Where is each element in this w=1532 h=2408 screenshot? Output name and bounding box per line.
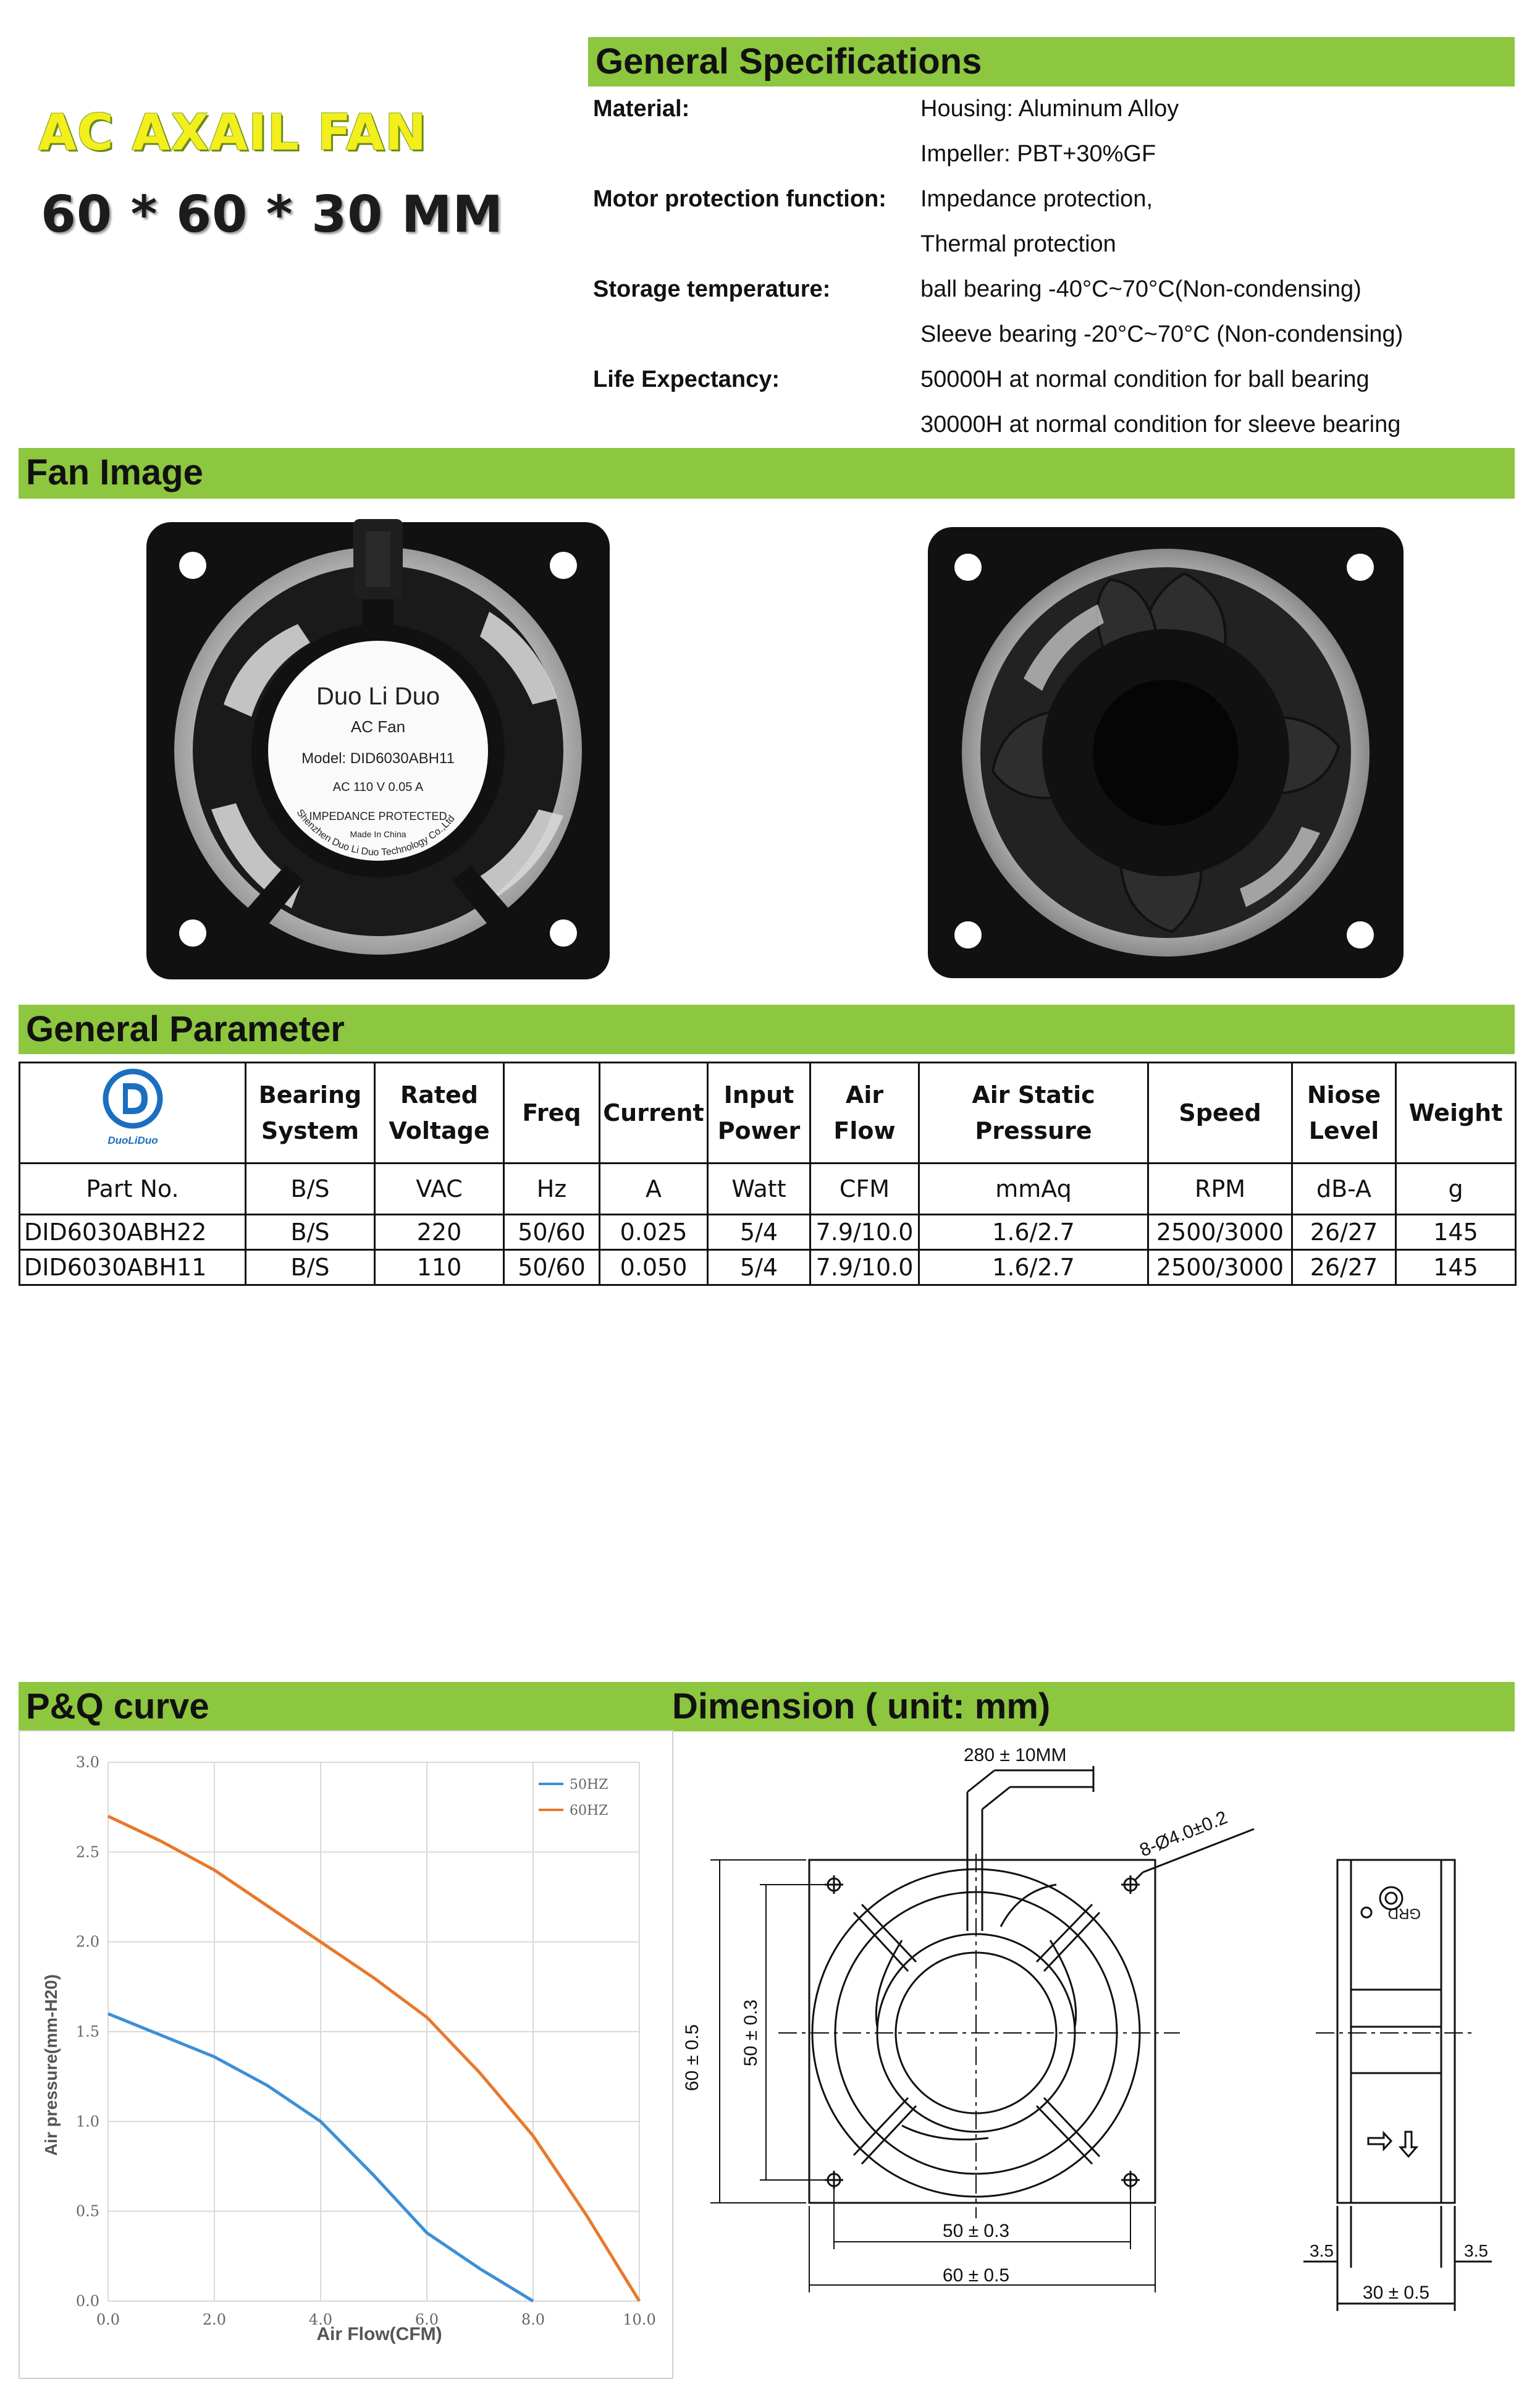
header-air-static-pressure: Air Static Pressure	[919, 1063, 1148, 1164]
table-cell: DID6030ABH22	[20, 1215, 246, 1250]
legend-label-50hz: 50HZ	[570, 1777, 608, 1793]
table-cell: 50/60	[504, 1215, 600, 1250]
dimension-drawing	[673, 1736, 1515, 2379]
table-cell: 26/27	[1292, 1250, 1396, 1285]
series-line-60hz	[108, 1816, 639, 2301]
header-air-flow: Air Flow	[810, 1063, 919, 1164]
table-cell: 7.9/10.0	[810, 1250, 919, 1285]
flange-left-label: 3.5	[1310, 2241, 1334, 2260]
table-cell: VAC	[375, 1164, 504, 1215]
inner-width-label: 50 ± 0.3	[942, 2221, 1010, 2241]
dimension-header: Dimension ( unit: mm)	[661, 1682, 1515, 1731]
table-row	[20, 1250, 1516, 1285]
x-tick-label: 8.0	[521, 2311, 545, 2328]
header-speed: Speed	[1148, 1063, 1292, 1164]
spec-value: Impedance protection,	[920, 186, 1153, 212]
table-cell: 7.9/10.0	[810, 1215, 919, 1250]
header-freq: Freq	[504, 1063, 600, 1164]
header-current: Current	[600, 1063, 708, 1164]
x-tick-label: 4.0	[308, 2311, 333, 2328]
table-cell: B/S	[246, 1215, 375, 1250]
inner-height-label: 50 ± 0.3	[741, 1999, 761, 2067]
fan-label-rating: AC 110 V 0.05 A	[332, 780, 424, 794]
y-tick-label: 2.0	[75, 1933, 99, 1951]
x-tick-label: 10.0	[623, 2311, 656, 2328]
spec-value: 30000H at normal condition for sleeve bearing	[920, 412, 1401, 437]
table-cell: RPM	[1148, 1164, 1292, 1215]
y-tick-label: 1.0	[75, 2113, 99, 2131]
table-cell: B/S	[246, 1164, 375, 1215]
header-noise-level: Niose Level	[1292, 1063, 1396, 1164]
table-cell: B/S	[246, 1250, 375, 1285]
spec-label-storage-temperature: Storage temperature:	[593, 276, 831, 302]
y-tick-label: 0.5	[75, 2202, 99, 2220]
spec-value: Impeller: PBT+30%GF	[920, 141, 1156, 167]
table-cell: CFM	[810, 1164, 919, 1215]
table-cell: 2500/3000	[1148, 1215, 1292, 1250]
spec-label-life-expectancy: Life Expectancy:	[593, 366, 780, 392]
spec-label-motor-protection: Motor protection function:	[593, 186, 886, 212]
fan-image-header: Fan Image	[19, 448, 1515, 499]
general-specifications-header: General Specifications	[588, 37, 1515, 87]
parameter-table	[19, 1062, 1517, 1286]
legend-label-60hz: 60HZ	[570, 1803, 608, 1819]
x-tick-label: 6.0	[415, 2311, 439, 2328]
y-tick-label: 2.5	[75, 1843, 99, 1861]
table-cell: 2500/3000	[1148, 1250, 1292, 1285]
table-cell: Hz	[504, 1164, 600, 1215]
flange-right-label: 3.5	[1464, 2241, 1488, 2260]
x-axis-label: Air Flow(CFM)	[316, 2324, 442, 2344]
fan-back-image	[143, 519, 613, 986]
fan-label-model: Model: DID6030ABH11	[301, 750, 455, 767]
x-tick-label: 0.0	[96, 2311, 120, 2328]
y-tick-label: 1.5	[75, 2023, 99, 2040]
spec-value: Housing: Aluminum Alloy	[920, 96, 1179, 122]
table-cell: 0.025	[600, 1215, 708, 1250]
fan-label-maker: Shenzhen Duo Li Duo Technology Co.,Ltd	[294, 807, 457, 858]
table-cell: 110	[375, 1250, 504, 1285]
spec-label-material: Material:	[593, 96, 690, 122]
table-cell: 5/4	[708, 1250, 810, 1285]
table-cell: A	[600, 1164, 708, 1215]
table-cell: 26/27	[1292, 1215, 1396, 1250]
fan-label-origin: Made In China	[350, 829, 406, 839]
table-row	[20, 1215, 1516, 1250]
table-cell: 220	[375, 1215, 504, 1250]
fan-label-type: AC Fan	[350, 717, 406, 736]
table-cell: 1.6/2.7	[919, 1215, 1148, 1250]
header-rated-voltage: Rated Voltage	[375, 1063, 504, 1164]
header-input-power: Input Power	[708, 1063, 810, 1164]
table-cell: DID6030ABH11	[20, 1250, 246, 1285]
table-units-row	[20, 1164, 1516, 1215]
cable-length-label: 280 ± 10MM	[964, 1745, 1067, 1765]
table-cell: g	[1396, 1164, 1516, 1215]
y-axis-label: Air pressure(mm-H20)	[41, 1974, 61, 2157]
pq-chart-container	[19, 1730, 673, 2379]
spec-value: 50000H at normal condition for ball bearing	[920, 366, 1370, 392]
spec-value: Sleeve bearing -20°C~70°C (Non-condensing)	[920, 321, 1404, 347]
duolidu-logo-icon	[96, 1065, 170, 1151]
fan-label-brand: Duo Li Duo	[316, 683, 440, 710]
product-title: AC AXAIL FAN	[38, 104, 427, 161]
general-parameter-header: General Parameter	[19, 1005, 1515, 1054]
table-cell: mmAq	[919, 1164, 1148, 1215]
y-tick-label: 0.0	[75, 2292, 99, 2310]
header-weight: Weight	[1396, 1063, 1516, 1164]
pq-chart	[20, 1731, 672, 2378]
table-cell: 5/4	[708, 1215, 810, 1250]
table-cell: 1.6/2.7	[919, 1250, 1148, 1285]
table-cell: 145	[1396, 1250, 1516, 1285]
fan-front-image	[925, 524, 1407, 984]
table-cell: 50/60	[504, 1250, 600, 1285]
logo-text: DuoLiDuo	[107, 1134, 158, 1146]
table-cell: Part No.	[20, 1164, 246, 1215]
table-cell: dB-A	[1292, 1164, 1396, 1215]
y-tick-label: 3.0	[75, 1754, 99, 1771]
depth-label: 30 ± 0.5	[1362, 2283, 1430, 2303]
product-size: 60 * 60 * 30 MM	[41, 185, 504, 244]
table-cell: 145	[1396, 1215, 1516, 1250]
hole-spec-label: 8-Ø4.0±0.2	[1137, 1807, 1231, 1861]
table-cell: Watt	[708, 1164, 810, 1215]
spec-value: Thermal protection	[920, 231, 1116, 257]
header-bearing-system: Bearing System	[246, 1063, 375, 1164]
pq-curve-header: P&Q curve	[19, 1682, 673, 1731]
fan-label-protection: IMPEDANCE PROTECTED	[309, 810, 447, 822]
outer-width-label: 60 ± 0.5	[942, 2265, 1010, 2286]
x-tick-label: 2.0	[202, 2311, 227, 2328]
table-cell: 0.050	[600, 1250, 708, 1285]
outer-height-label: 60 ± 0.5	[682, 2024, 702, 2092]
spec-value: ball bearing -40°C~70°C(Non-condensing)	[920, 276, 1362, 302]
table-header-row	[20, 1063, 1516, 1164]
logo-cell	[20, 1063, 246, 1164]
ground-mark-label: GRD	[1387, 1905, 1421, 1922]
